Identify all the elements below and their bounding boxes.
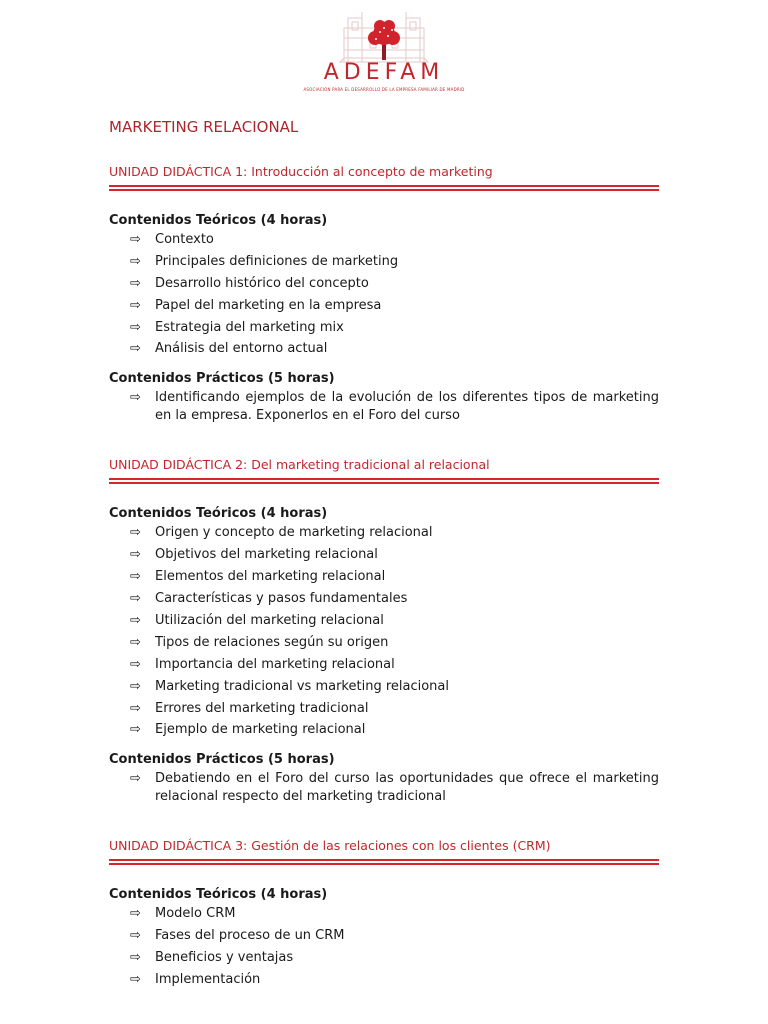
- right-arrow-outline-icon: ⇨: [130, 591, 141, 607]
- document-title: MARKETING RELACIONAL: [109, 118, 299, 136]
- unit-3: [109, 838, 659, 989]
- tree-building-emblem-icon: [300, 8, 468, 68]
- list-item: ⇨ Modelo CRM: [130, 906, 236, 922]
- right-arrow-outline-icon: ⇨: [130, 390, 141, 406]
- list-item: ⇨ Fases del proceso de un CRM: [130, 928, 345, 944]
- unit-divider: [109, 478, 659, 484]
- list-item: ⇨ Estrategia del marketing mix: [130, 319, 344, 335]
- list-teoricos: [109, 905, 659, 989]
- document-content: [109, 164, 659, 1011]
- list-item: ⇨ Importancia del marketing relacional: [130, 656, 395, 672]
- section-heading-teoricos: Contenidos Teóricos (4 horas): [109, 506, 328, 522]
- list-item: ⇨ Tipos de relaciones según su origen: [130, 634, 389, 650]
- list-item: ⇨ Papel del marketing en la empresa: [130, 297, 382, 313]
- list-item: ⇨ Análisis del entorno actual: [130, 341, 328, 357]
- section-heading-practicos: Contenidos Prácticos (5 horas): [109, 371, 335, 387]
- right-arrow-outline-icon: ⇨: [130, 525, 141, 541]
- list-item: ⇨ Utilización del marketing relacional: [130, 613, 384, 629]
- unit-heading: UNIDAD DIDÁCTICA 3: Gestión de las relaciones con los clientes (CRM): [109, 838, 551, 854]
- logo-wordmark: ADEFAM: [323, 60, 445, 85]
- list-practicos: [109, 770, 659, 806]
- right-arrow-outline-icon: ⇨: [130, 253, 141, 269]
- right-arrow-outline-icon: ⇨: [130, 613, 141, 629]
- list-item: ⇨ Características y pasos fundamentales: [130, 591, 408, 607]
- list-teoricos: [109, 524, 659, 739]
- right-arrow-outline-icon: ⇨: [130, 950, 141, 966]
- right-arrow-outline-icon: ⇨: [130, 656, 141, 672]
- unit-divider: [109, 185, 659, 191]
- right-arrow-outline-icon: ⇨: [130, 547, 141, 563]
- right-arrow-outline-icon: ⇨: [130, 275, 141, 291]
- list-item: ⇨ Elementos del marketing relacional: [130, 569, 386, 585]
- unit-heading: UNIDAD DIDÁCTICA 2: Del marketing tradicional al relacional: [109, 457, 490, 473]
- logo-tagline: ASOCIACIÓN PARA EL DESARROLLO DE LA EMPRESA FAMILIAR DE MADRID: [303, 87, 465, 92]
- right-arrow-outline-icon: ⇨: [130, 972, 141, 988]
- unit-heading: UNIDAD DIDÁCTICA 1: Introducción al concepto de marketing: [109, 164, 493, 179]
- right-arrow-outline-icon: ⇨: [130, 232, 141, 247]
- right-arrow-outline-icon: ⇨: [130, 341, 141, 357]
- right-arrow-outline-icon: ⇨: [130, 928, 141, 944]
- list-item: ⇨ Beneficios y ventajas: [130, 950, 294, 966]
- list-item: ⇨ Ejemplo de marketing relacional: [130, 722, 366, 738]
- right-arrow-outline-icon: ⇨: [130, 319, 141, 335]
- unit-divider: [109, 859, 659, 865]
- right-arrow-outline-icon: ⇨: [130, 771, 141, 787]
- right-arrow-outline-icon: ⇨: [130, 569, 141, 585]
- list-item: ⇨ Implementación: [130, 972, 261, 988]
- right-arrow-outline-icon: ⇨: [130, 634, 141, 650]
- section-heading-teoricos: Contenidos Teóricos (4 horas): [109, 887, 328, 903]
- right-arrow-outline-icon: ⇨: [130, 678, 141, 694]
- adefam-logo: [300, 8, 468, 92]
- list-item: ⇨ Errores del marketing tradicional: [130, 700, 369, 716]
- list-item: ⇨ Debatiendo en el Foro del curso las oportunidades que ofrece el marketing relacional respecto del marketing tradicional: [130, 771, 659, 805]
- unit-1: [109, 164, 659, 425]
- list-item: ⇨ Desarrollo histórico del concepto: [130, 275, 369, 291]
- list-item: ⇨ Objetivos del marketing relacional: [130, 547, 378, 563]
- list-item: ⇨ Marketing tradicional vs marketing relacional: [130, 678, 449, 694]
- list-item: ⇨ Origen y concepto de marketing relacional: [130, 525, 433, 541]
- list-item: ⇨ Contexto: [130, 232, 214, 247]
- right-arrow-outline-icon: ⇨: [130, 297, 141, 313]
- right-arrow-outline-icon: ⇨: [130, 722, 141, 738]
- section-heading-practicos: Contenidos Prácticos (5 horas): [109, 752, 335, 768]
- list-item: ⇨ Identificando ejemplos de la evolución de los diferentes tipos de marketing en la empresa. Exponerlos en el Foro del curso: [130, 390, 659, 424]
- section-heading-teoricos: Contenidos Teóricos (4 horas): [109, 213, 328, 228]
- list-item: ⇨ Principales definiciones de marketing: [130, 253, 399, 269]
- list-practicos: [109, 389, 659, 425]
- unit-2: [109, 457, 659, 806]
- right-arrow-outline-icon: ⇨: [130, 700, 141, 716]
- right-arrow-outline-icon: ⇨: [130, 906, 141, 922]
- list-teoricos: [109, 231, 659, 358]
